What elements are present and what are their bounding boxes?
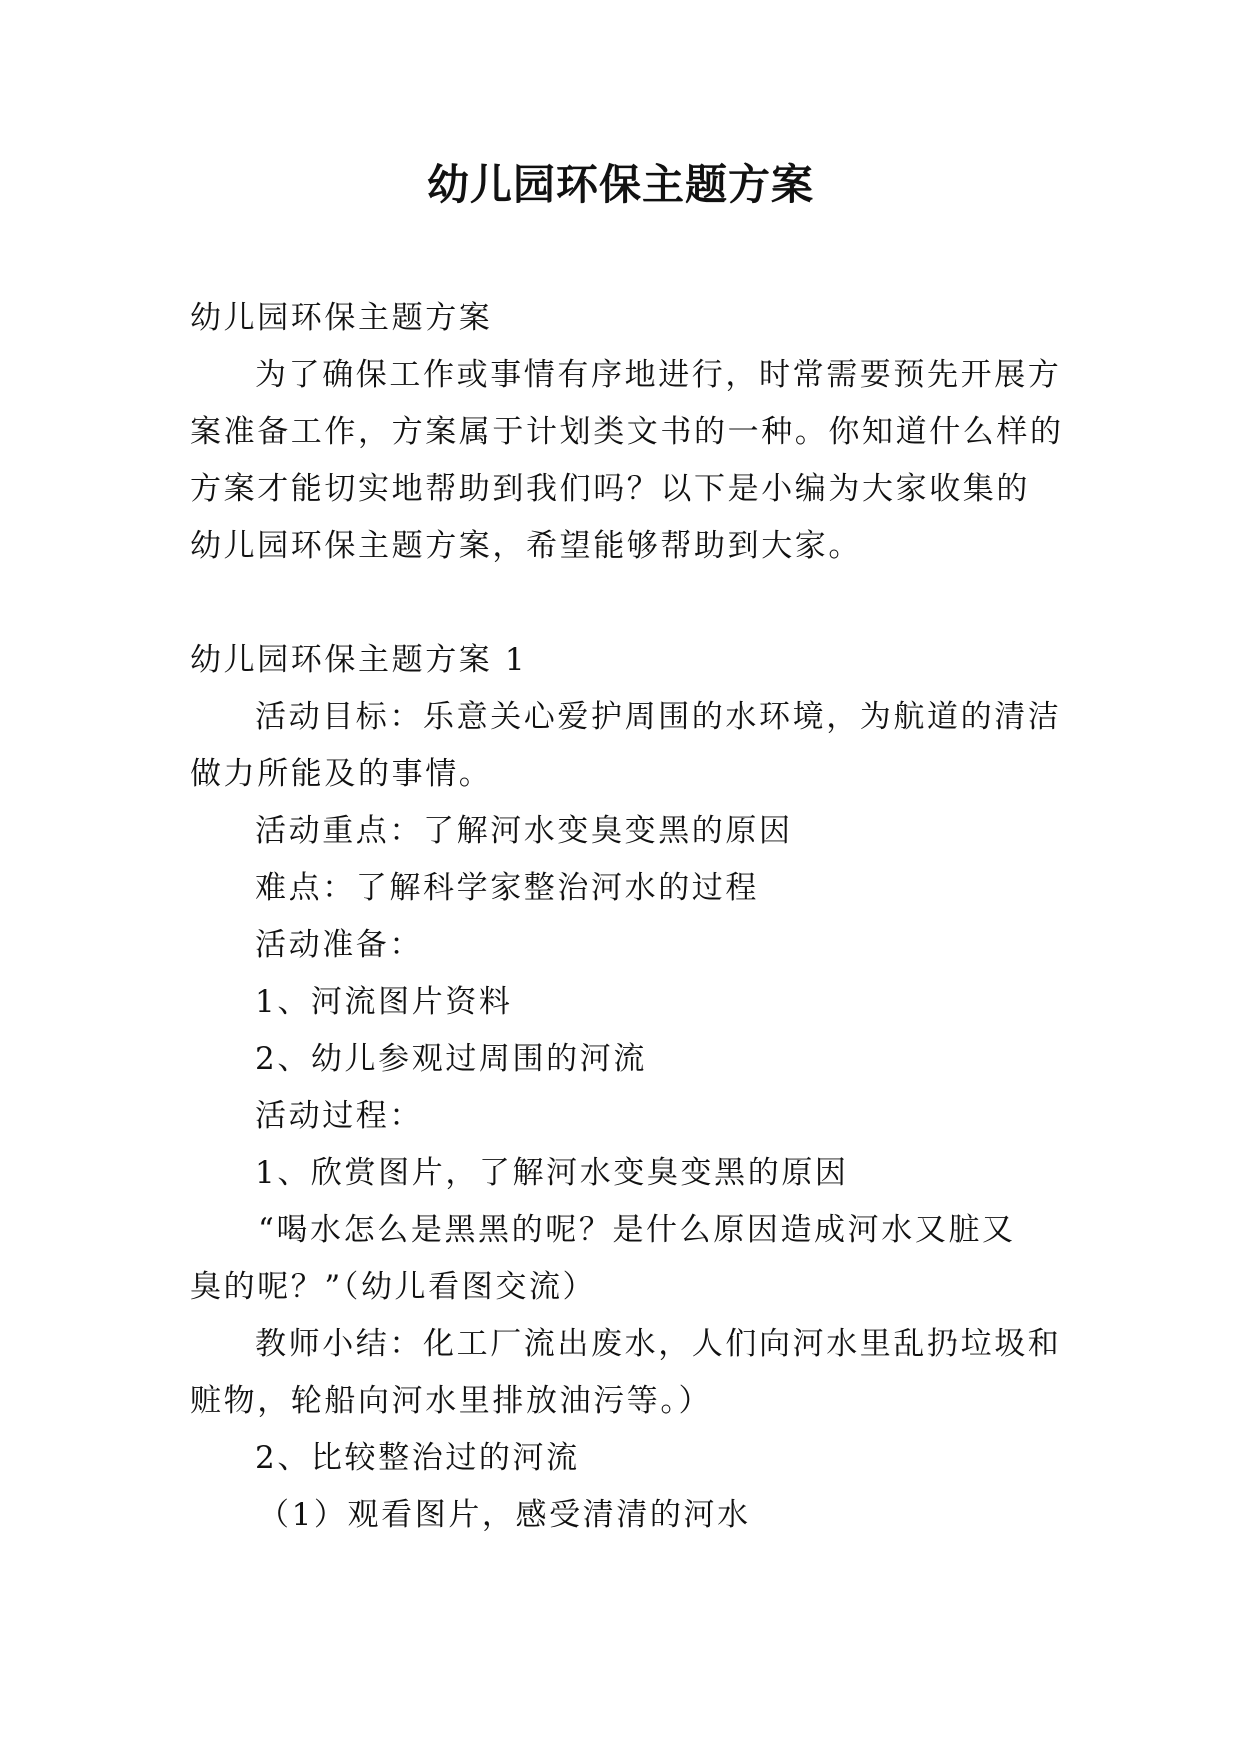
paragraph-line: 活动过程： [255,1098,423,1134]
list-item: 1、欣赏图片，了解河水变臭变黑的原因 [255,1155,849,1191]
paragraph-line: 赃物，轮船向河水里排放油污等。） [190,1383,713,1419]
paragraph-line: 活动重点：了解河水变臭变黑的原因 [255,813,793,849]
paragraph-line: 臭的呢？”（幼儿看图交流） [190,1269,597,1305]
paragraph-line: 做力所能及的事情。 [190,756,493,792]
paragraph-line: “喝水怎么是黑黑的呢？是什么原因造成河水又脏又 [258,1212,1016,1248]
list-item: 2、比较整治过的河流 [255,1440,580,1476]
paragraph-line: 活动准备： [255,927,423,963]
list-item: （1）观看图片，感受清清的河水 [258,1497,751,1533]
paragraph-line: 难点：了解科学家整治河水的过程 [255,870,759,906]
paragraph-line: 活动目标：乐意关心爱护周围的水环境，为航道的清洁 [255,699,1062,735]
paragraph-line: 教师小结：化工厂流出废水，人们向河水里乱扔垃圾和 [255,1326,1062,1362]
paragraph-line: 为了确保工作或事情有序地进行，时常需要预先开展方 [255,357,1062,393]
list-item: 2、幼儿参观过周围的河流 [255,1041,647,1077]
paragraph-line: 幼儿园环保主题方案，希望能够帮助到大家。 [190,528,862,564]
document-title: 幼儿园环保主题方案 [426,160,814,209]
list-item: 1、河流图片资料 [255,984,513,1020]
section-heading: 幼儿园环保主题方案 1 [190,642,528,678]
paragraph-line: 案准备工作，方案属于计划类文书的一种。你知道什么样的 [190,414,1064,450]
section-heading: 幼儿园环保主题方案 [190,300,493,336]
paragraph-line: 方案才能切实地帮助到我们吗？以下是小编为大家收集的 [190,471,1030,507]
